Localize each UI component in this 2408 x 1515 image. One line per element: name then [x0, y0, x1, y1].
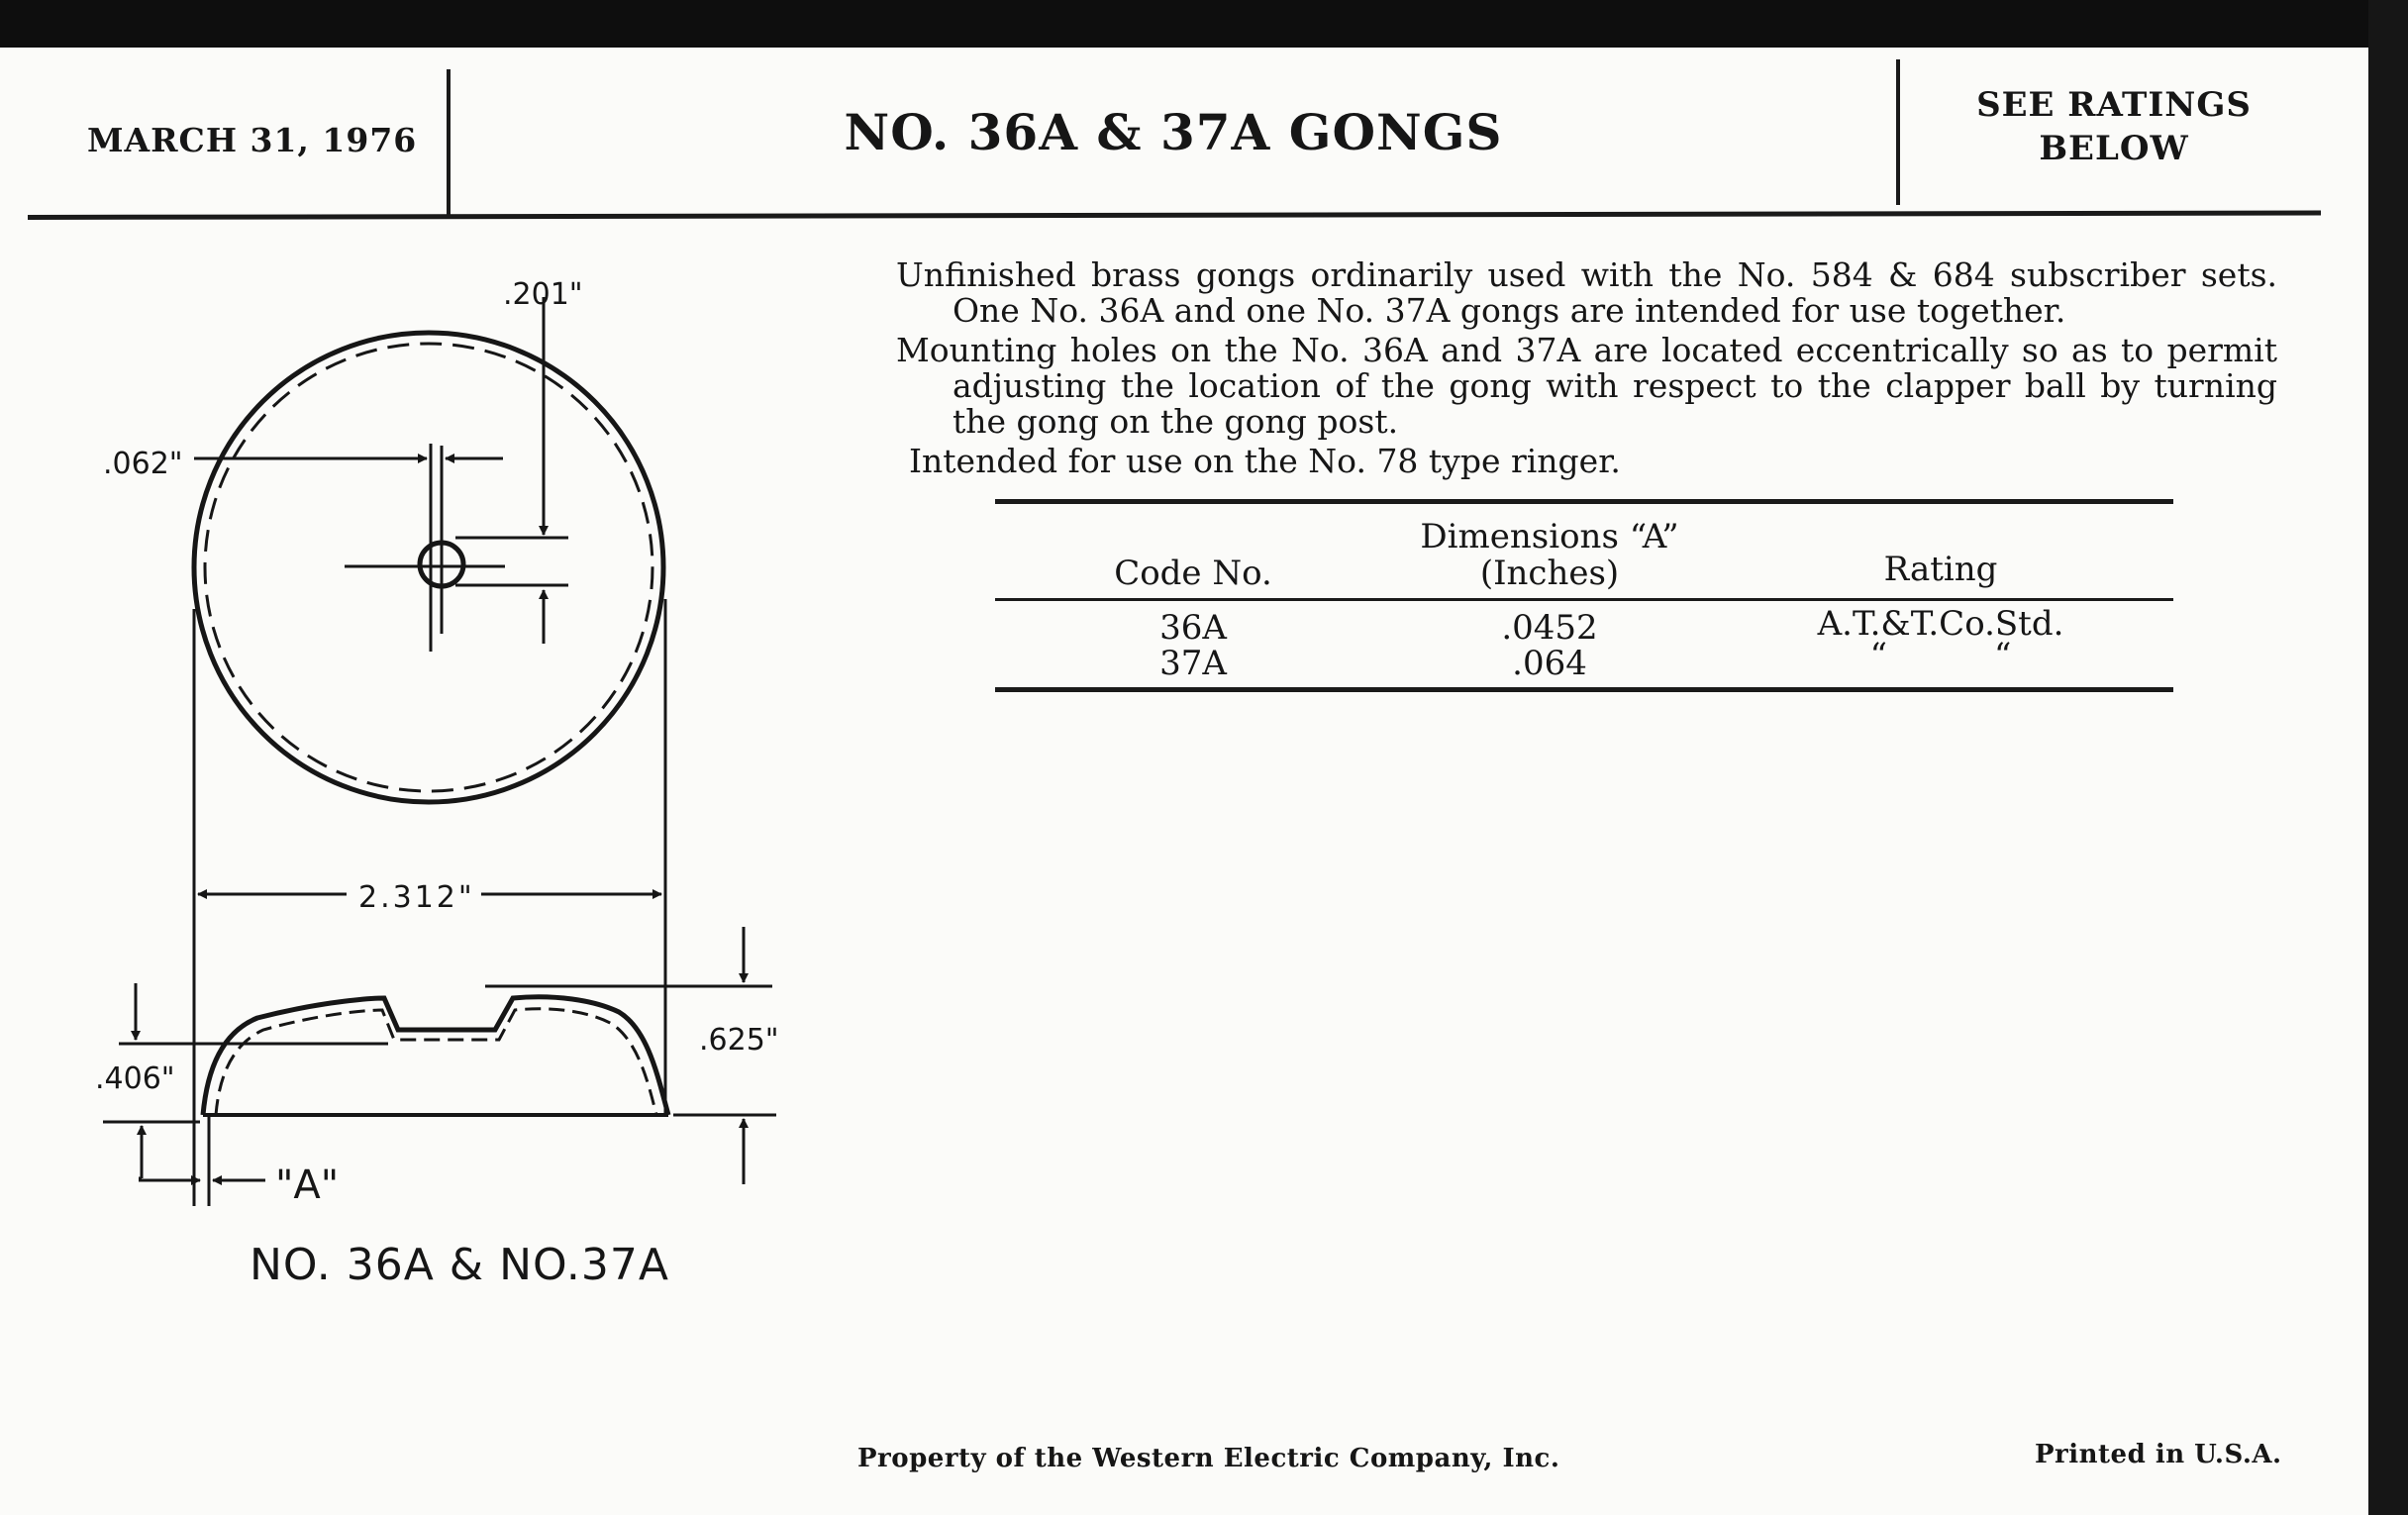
dim-rim-height-label: .406" — [95, 1061, 175, 1096]
dim-total-height-label: .625" — [699, 1023, 779, 1058]
dim-diameter-label: 2.312" — [358, 880, 475, 915]
gong-profile-inner — [216, 1009, 656, 1115]
top-view — [194, 297, 663, 802]
drawing-caption: NO. 36A & NO.37A — [250, 1240, 669, 1290]
gong-profile-outer — [203, 997, 668, 1115]
rating-note-line1: SEE RATINGS — [1976, 85, 2252, 125]
description-text-1: Unfinished brass gongs ordinarily used with the No. 584 & 684 subscriber sets. One No. 36A and one No. 37A gongs are intended for use together. — [896, 255, 2277, 330]
footer-property: Property of the Western Electric Company, Inc. — [857, 1444, 1560, 1473]
header-rating: Rating — [1883, 550, 1998, 589]
dim-hole-width-label: .062" — [103, 447, 183, 481]
table-row-1-dim: .0452 — [1501, 608, 1598, 648]
footer-printed: Printed in U.S.A. — [2035, 1440, 2282, 1469]
table-row-2-code: 37A — [1159, 644, 1227, 683]
description-text-3: Intended for use on the No. 78 type ringer. — [909, 442, 1621, 480]
table-row-1-code: 36A — [1159, 608, 1227, 648]
table-row-2-dim: .064 — [1512, 644, 1587, 683]
page-title: NO. 36A & 37A GONGS — [844, 103, 1503, 161]
sheet-date: MARCH 31, 1976 — [87, 121, 418, 159]
dim-a-label: "A" — [275, 1162, 340, 1208]
side-view — [103, 927, 776, 1206]
table-row-1-rating: A.T.&T.Co.Std. — [1817, 604, 2064, 644]
description-text-2: Mounting holes on the No. 36A and 37A are located eccentrically so as to permit adjusting the location of the gong with respect to the clapper ball by turning the gong on the gong post. — [896, 331, 2277, 441]
dim-hole-offset-label: .201" — [503, 277, 583, 312]
header-dimensions-line1: Dimensions “A” — [1420, 517, 1679, 556]
header-code: Code No. — [1114, 554, 1272, 593]
rating-note-line2: BELOW — [2039, 129, 2189, 168]
header-dimensions-line2: (Inches) — [1479, 554, 1620, 593]
table-row-2-rating: “ “ — [1869, 636, 2012, 675]
